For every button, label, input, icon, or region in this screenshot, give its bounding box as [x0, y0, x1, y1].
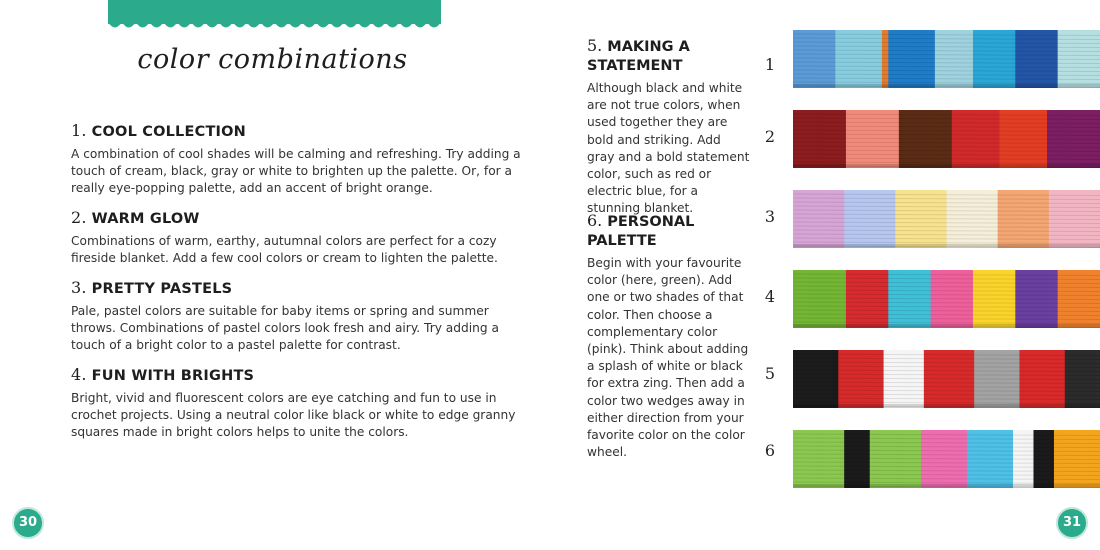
- swatch-row-number: 1: [764, 55, 776, 74]
- swatch-row: [793, 110, 1100, 168]
- section-body: Bright, vivid and fluorescent colors are eye catching and fun to use in crochet projects. Using a neutral color like black or white to edge granny squares made in bright colors helps to unite the colors.: [71, 391, 516, 440]
- swatch-shadow: [793, 484, 1100, 488]
- page-number-right: 31: [1052, 503, 1092, 543]
- section-body: Pale, pastel colors are suitable for baby items or spring and summer throws. Combinations of pastel colors look fresh and airy. Try adding a touch of a bright color to a pastel palette for contrast.: [71, 304, 499, 353]
- section-heading: 4. FUN WITH BRIGHTS: [71, 365, 255, 384]
- swatch-row: [793, 270, 1100, 328]
- section-heading: 5. MAKING A STATEMENT: [587, 36, 690, 74]
- yarn-wrap: [793, 350, 839, 408]
- swatch-row: [793, 350, 1100, 408]
- yarn-wrap: [793, 30, 836, 88]
- section-heading: 6. PERSONAL PALETTE: [587, 211, 695, 249]
- section-body: Combinations of warm, earthy, autumnal colors are perfect for a cozy fireside blanket. Add a few cool colors or cream to lighten the palette.: [71, 234, 498, 266]
- swatch-shadow: [793, 84, 1100, 88]
- swatch-row-number: 2: [764, 127, 776, 146]
- swatch-row: [793, 430, 1100, 488]
- swatch-row: [793, 190, 1100, 248]
- section-heading: 2. WARM GLOW: [71, 208, 200, 227]
- section-body: Although black and white are not true colors, when used together they are bold and striking. Add gray and a bold statement color, such as red or electric blue, for a stunning blanket.: [587, 81, 750, 216]
- section-body: Begin with your favourite color (here, green). Add one or two shades of that color. Then choose a complementary color (pink). Think about adding a splash of white or black for extra zing. Then add a color two wedges away in either direction from your favorite color on the color wheel.: [587, 256, 749, 460]
- swatch-shadow: [793, 324, 1100, 328]
- swatch-shadow: [793, 164, 1100, 168]
- swatch-row: [793, 30, 1100, 88]
- swatch-row-number: 5: [764, 364, 776, 383]
- swatch-row-number: 6: [764, 441, 776, 460]
- swatch-shadow: [793, 404, 1100, 408]
- page-number-left: 30: [8, 503, 48, 543]
- section-heading: 3. PRETTY PASTELS: [71, 278, 233, 297]
- swatch-row-number: 4: [764, 287, 776, 306]
- section-heading: 1. COOL COLLECTION: [71, 121, 246, 140]
- swatch-row-number: 3: [764, 207, 776, 226]
- page-title: color combinations: [137, 44, 408, 75]
- section-body: A combination of cool shades will be calming and refreshing. Try adding a touch of cream, black, gray or white to brighten up the palette. Or, for a really eye-popping palette, add an accent of bright orange.: [71, 147, 521, 196]
- swatch-shadow: [793, 244, 1100, 248]
